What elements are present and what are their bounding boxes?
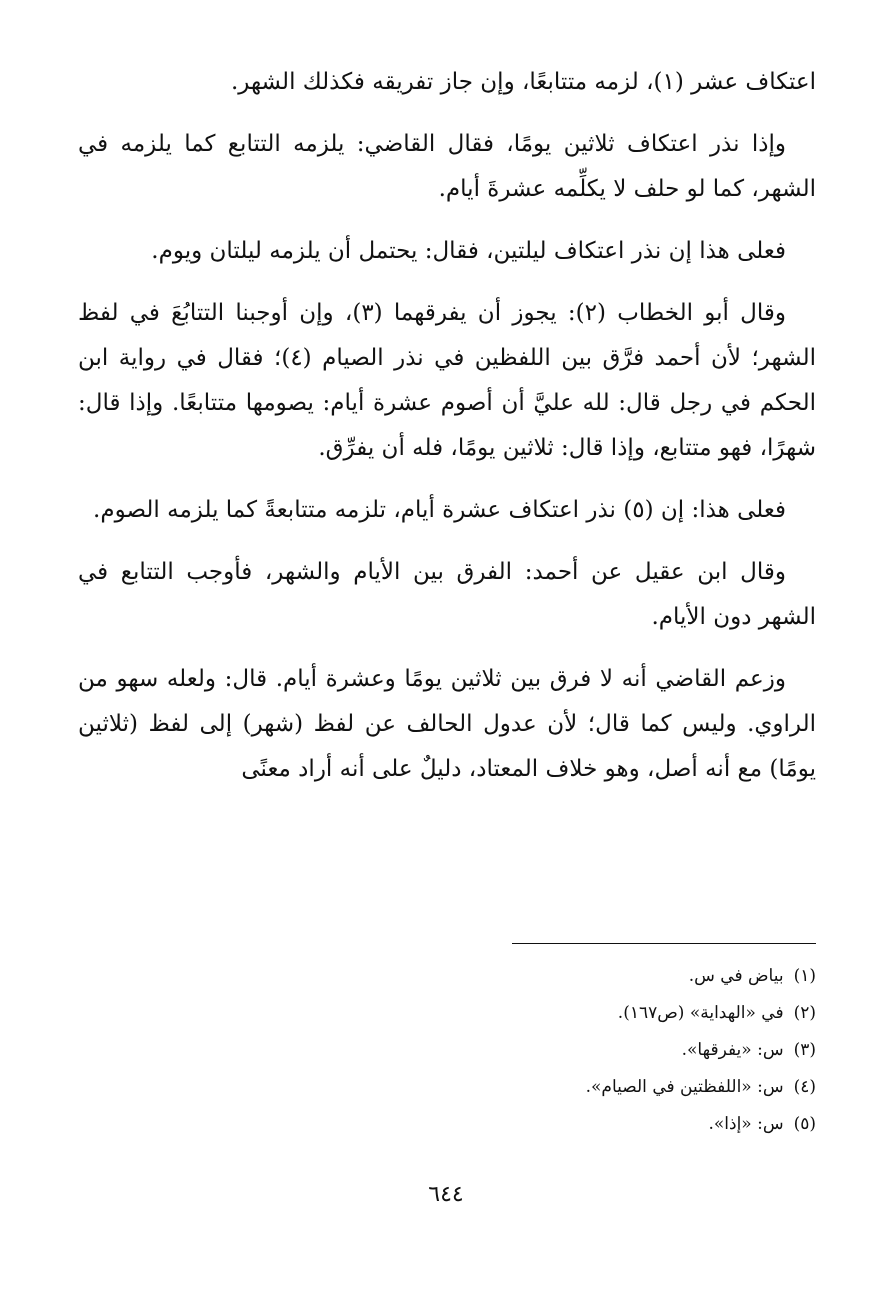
footnote-text: في «الهداية» (ص١٦٧). — [617, 1003, 784, 1023]
footnote-3 — [78, 1032, 816, 1069]
footnote-2 — [78, 995, 816, 1032]
footnote-text: بياض في س. — [688, 966, 784, 986]
paragraph-1: اعتكاف عشر (١)، لزمه متتابعًا، وإن جاز تفريقه فكذلك الشهر. — [230, 69, 816, 95]
footnote-number: (٥) — [793, 1114, 816, 1134]
footnote-1 — [78, 958, 816, 995]
footnote-number: (٤) — [793, 1077, 816, 1097]
page-number: ٦٤٤ — [428, 1182, 464, 1207]
paragraph-4: وقال أبو الخطاب (٢): يجوز أن يفرقهما (٣)، وإن أوجبنا التتابُعَ في لفظ الشهر؛ لأن أحمد فرَّق بين اللفظين في نذر الصيام (٤)؛ فقال في رواية ابن الحكم في رجل قال: لله عليَّ أن أصوم عشرة أيام: يصومها متتابعًا. وإذا قال: شهرًا، فهو متتابع، وإذا قال: ثلاثين يومًا، فله أن يفرِّق. — [78, 300, 816, 461]
footnote-text: س: «إذا». — [708, 1114, 784, 1134]
footnotes — [78, 958, 816, 1143]
footnote-number: (٣) — [793, 1040, 816, 1060]
paragraph-5: فعلى هذا: إن (٥) نذر اعتكاف عشرة أيام، تلزمه متتابعةً كما يلزمه الصوم. — [93, 497, 786, 523]
footnote-4 — [78, 1069, 816, 1106]
footnote-number: (٢) — [793, 1003, 816, 1023]
paragraph-7: وزعم القاضي أنه لا فرق بين ثلاثين يومًا وعشرة أيام. قال: ولعله سهو من الراوي. وليس كما قال؛ لأن عدول الحالف عن لفظ (شهر) إلى لفظ (ثلاثين يومًا) مع أنه أصل، وهو خلاف المعتاد، دليلٌ على أنه أراد معنًى — [78, 666, 816, 782]
footnote-5 — [78, 1106, 816, 1143]
paragraph-3: فعلى هذا إن نذر اعتكاف ليلتين، فقال: يحتمل أن يلزمه ليلتان ويوم. — [151, 238, 786, 264]
footnote-text: س: «اللفظتين في الصيام». — [585, 1077, 784, 1097]
footnote-text: س: «يفرقها». — [681, 1040, 784, 1060]
paragraph-2: وإذا نذر اعتكاف ثلاثين يومًا، فقال القاضي: يلزمه التتابع كما يلزمه في الشهر، كما لو حلف لا يكلِّمه عشرةَ أيام. — [78, 131, 816, 202]
paragraph-6: وقال ابن عقيل عن أحمد: الفرق بين الأيام والشهر، فأوجب التتابع في الشهر دون الأيام. — [78, 559, 816, 630]
footnote-number: (١) — [793, 966, 816, 986]
footnote-separator — [512, 943, 816, 944]
main-text — [78, 60, 816, 809]
